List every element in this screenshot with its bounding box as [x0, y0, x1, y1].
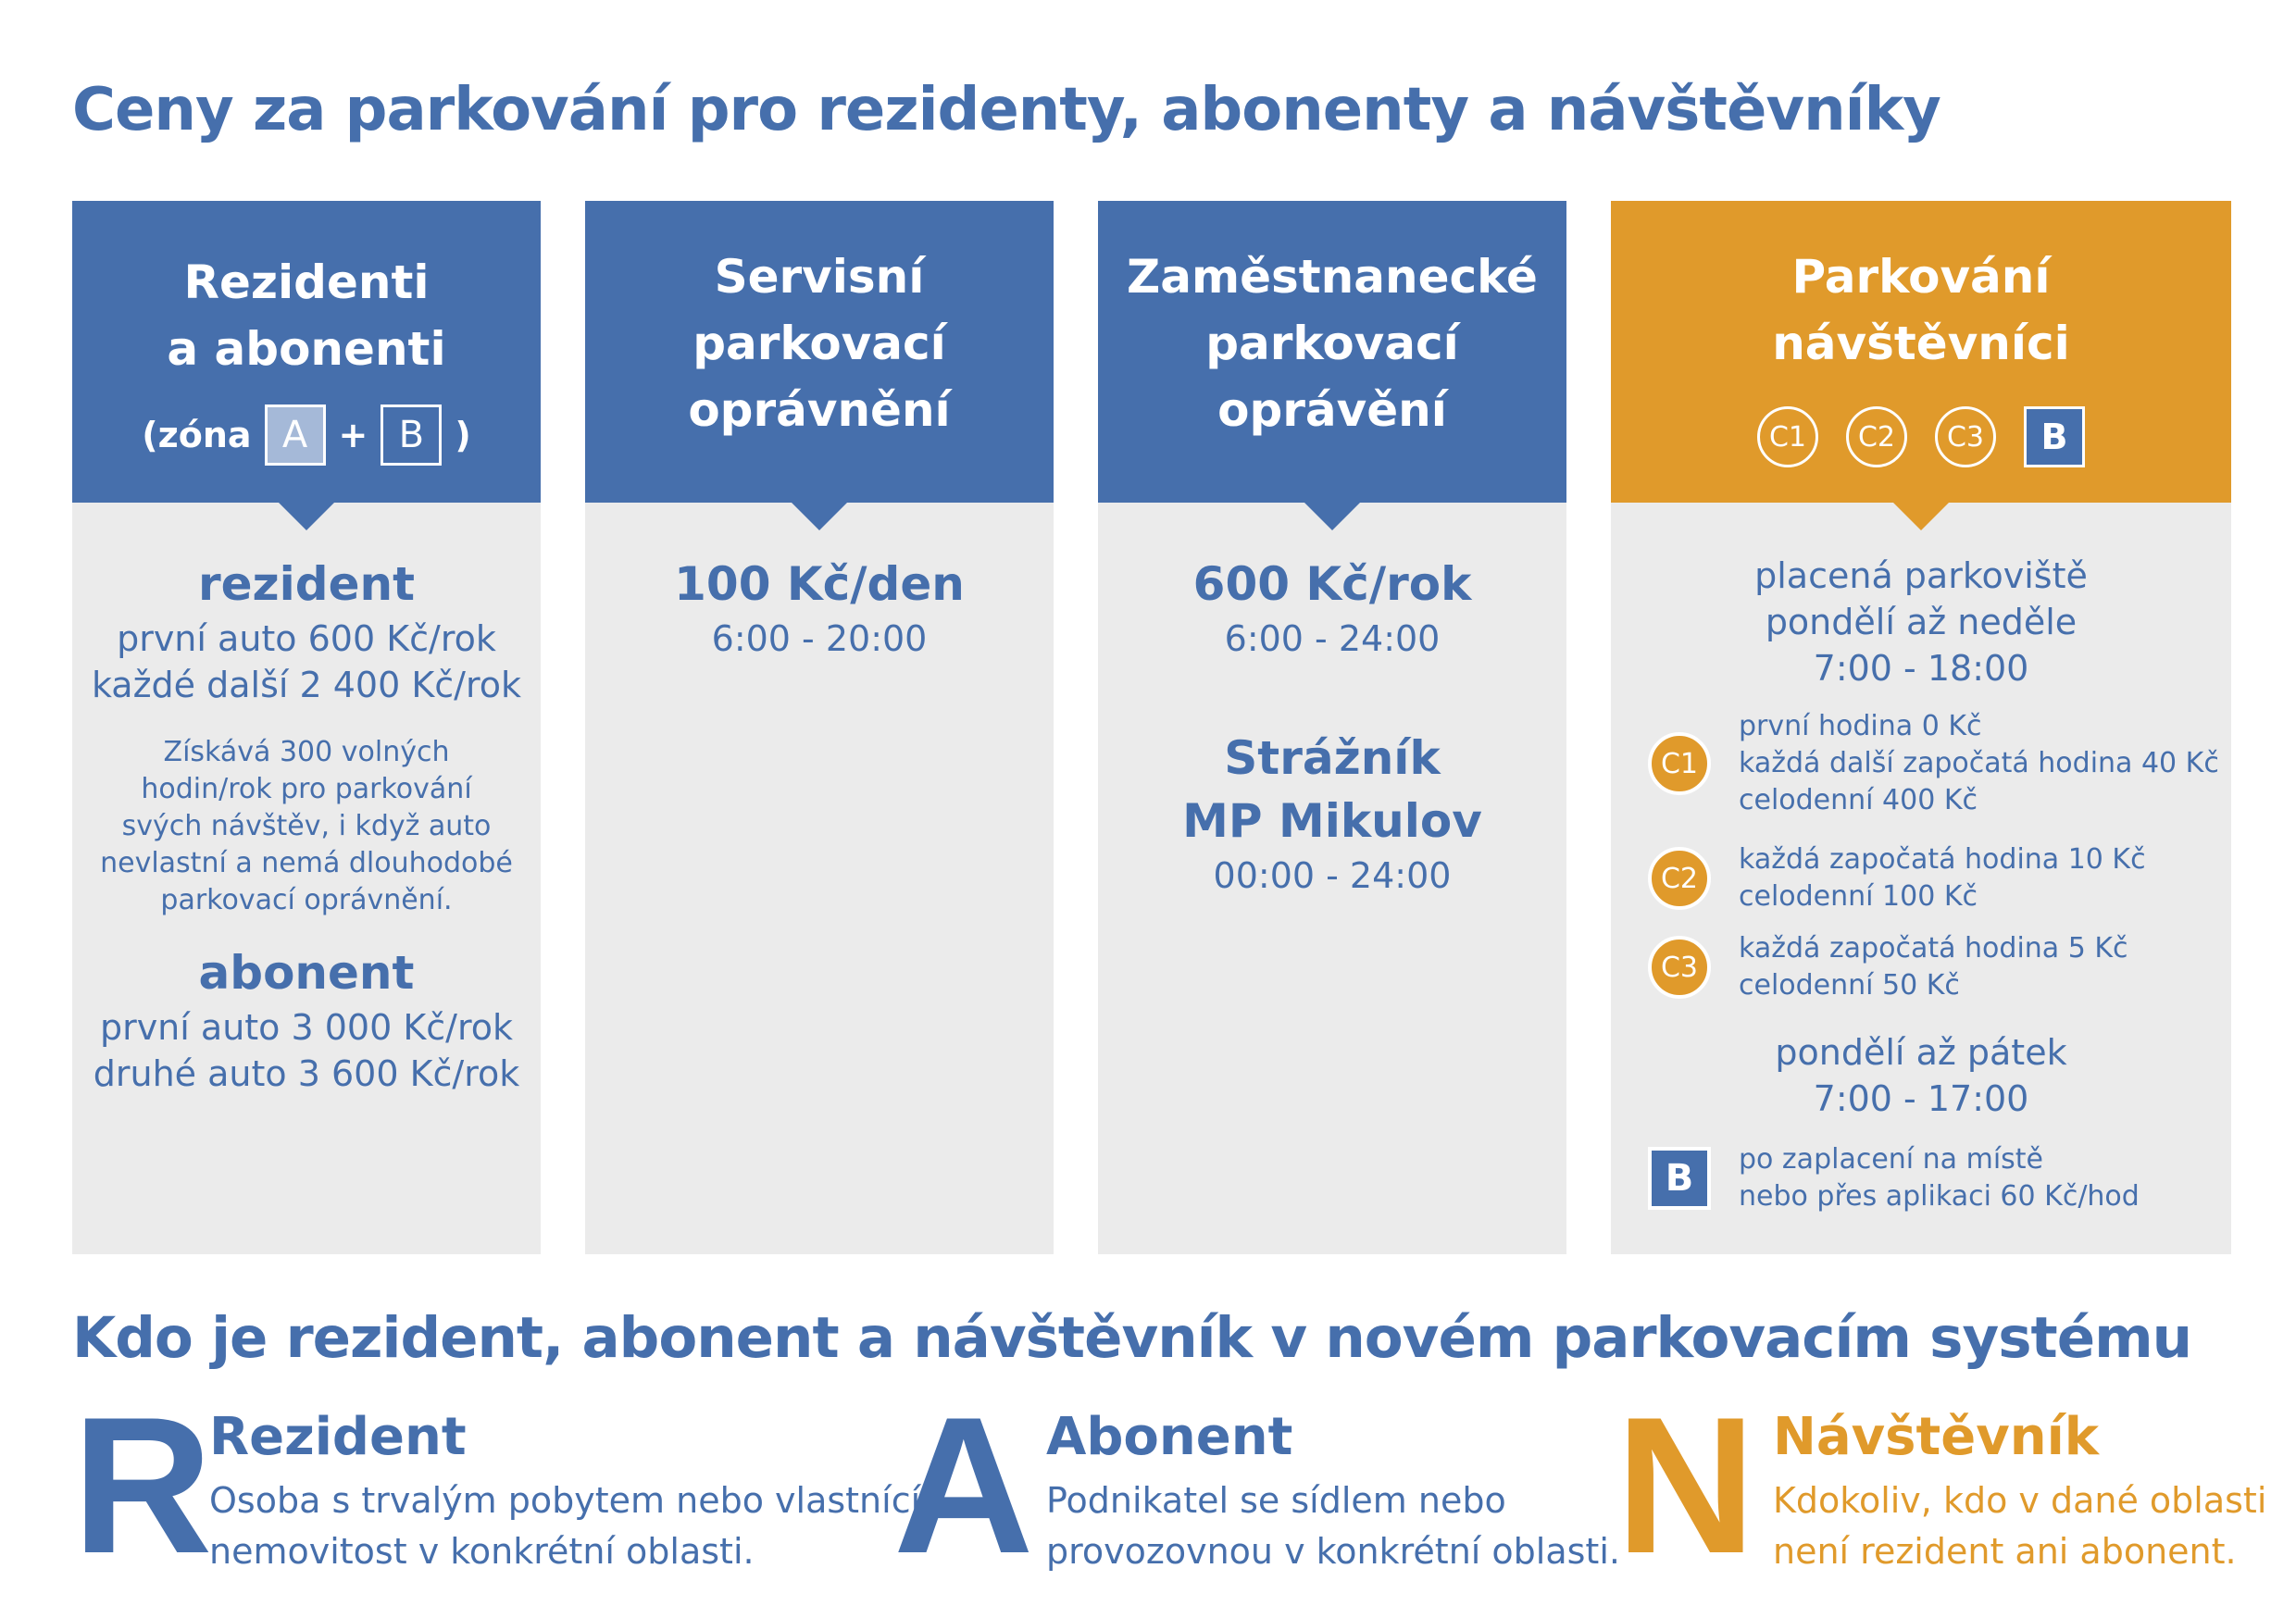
- weekday-line-2: 7:00 - 17:00: [1813, 1078, 2029, 1119]
- employee-heading-line3: oprávění: [1217, 383, 1447, 437]
- visitors-heading-line2: návštěvníci: [1772, 317, 2070, 370]
- residents-column: [72, 201, 541, 1254]
- service-heading-line1: Servisní: [714, 250, 925, 304]
- c3-circle: C3: [1648, 936, 1711, 999]
- visitors-heading-line1: Parkování: [1791, 250, 2051, 304]
- zone-b-square: B: [2024, 406, 2085, 467]
- c2-rate: [1648, 841, 2146, 915]
- b-rate: [1648, 1141, 2140, 1215]
- resident-def-line-1: Osoba s trvalým pobytem nebo vlastnící: [209, 1480, 921, 1521]
- abonent-letter: A: [893, 1376, 1034, 1594]
- c2-line-1: každá započatá hodina 10 Kč: [1739, 843, 2146, 876]
- definition-abonent: [893, 1376, 1620, 1594]
- resident-line-1: první auto 600 Kč/rok: [117, 618, 496, 659]
- visitor-def-line-1: Kdokoliv, kdo v dané oblasti: [1773, 1480, 2267, 1521]
- guard-title-line1: Strážník: [1224, 731, 1441, 785]
- residents-heading-line1: Rezidenti: [183, 255, 430, 309]
- visitors-intro: [1611, 553, 2231, 691]
- employee-body: [1098, 553, 1566, 899]
- c3-line-1: každá započatá hodina 5 Kč: [1739, 932, 2128, 965]
- resident-letter: R: [72, 1376, 213, 1594]
- visitors-column: [1611, 201, 2231, 1254]
- service-heading-line3: oprávnění: [688, 383, 951, 437]
- resident-note-5: parkovací oprávnění.: [160, 884, 453, 916]
- service-price: 100 Kč/den: [674, 557, 965, 611]
- c1-line-2: každá další započatá hodina 40 Kč: [1739, 747, 2219, 779]
- abonent-def-title: Abonent: [1046, 1407, 1293, 1467]
- visitor-zones: [1611, 406, 2231, 467]
- zone-c3-badge: C3: [1935, 406, 1996, 467]
- c3-rate: [1648, 930, 2128, 1004]
- zone-indicator: [72, 404, 541, 466]
- zone-c2-badge: C2: [1846, 406, 1907, 467]
- c2-line-2: celodenní 100 Kč: [1739, 880, 1978, 913]
- c2-circle: C2: [1648, 847, 1711, 910]
- zone-prefix: (zóna: [142, 415, 252, 455]
- guard-title-line2: MP Mikulov: [1182, 794, 1482, 848]
- b-square: B: [1648, 1147, 1711, 1210]
- c1-rate: [1648, 708, 2219, 819]
- visitors-header: [1611, 201, 2231, 503]
- visitors-weekday: [1611, 1029, 2231, 1122]
- definition-visitor: [1616, 1376, 2267, 1594]
- b-line-1: po zaplacení na místě: [1739, 1143, 2044, 1176]
- resident-note-4: nevlastní a nemá dlouhodobé: [100, 847, 513, 879]
- abonent-line-2: druhé auto 3 600 Kč/rok: [93, 1053, 520, 1094]
- residents-heading-line2: a abonenti: [167, 322, 446, 376]
- c1-circle: C1: [1648, 732, 1711, 795]
- residents-body: [72, 553, 541, 1097]
- zone-b-badge: B: [381, 404, 442, 466]
- weekday-line-1: pondělí až pátek: [1775, 1032, 2067, 1073]
- c3-line-2: celodenní 50 Kč: [1739, 969, 1960, 1002]
- definition-resident: [72, 1376, 921, 1594]
- page-title: Ceny za parkování pro rezidenty, abonenty a návštěvníky: [72, 76, 1940, 144]
- service-header: [585, 201, 1054, 503]
- residents-header: [72, 201, 541, 503]
- resident-def-line-2: nemovitost v konkrétní oblasti.: [209, 1531, 755, 1572]
- resident-def-title: Rezident: [209, 1407, 467, 1467]
- employee-price: 600 Kč/rok: [1192, 557, 1472, 611]
- resident-line-2: každé další 2 400 Kč/rok: [91, 665, 522, 705]
- visitors-intro-1: placená parkoviště: [1754, 555, 2088, 596]
- zone-plus: +: [338, 415, 368, 455]
- visitors-intro-2: pondělí až neděle: [1765, 602, 2078, 642]
- abonent-def-line-1: Podnikatel se sídlem nebo: [1046, 1480, 1506, 1521]
- service-body: [585, 553, 1054, 662]
- guard-hours: 00:00 - 24:00: [1213, 855, 1452, 896]
- zone-c1-badge: C1: [1757, 406, 1818, 467]
- c1-line-1: první hodina 0 Kč: [1739, 710, 1982, 742]
- employee-heading-line1: Zaměstnanecké: [1127, 250, 1538, 304]
- definitions-title: Kdo je rezident, abonent a návštěvník v novém parkovacím systému: [72, 1305, 2192, 1371]
- abonent-line-1: první auto 3 000 Kč/rok: [99, 1007, 514, 1048]
- visitor-def-title: Návštěvník: [1773, 1407, 2100, 1467]
- service-heading-line2: parkovací: [693, 317, 946, 370]
- resident-title: rezident: [197, 557, 415, 611]
- zone-a-badge: A: [265, 404, 326, 466]
- employee-heading-line2: parkovací: [1205, 317, 1459, 370]
- c1-line-3: celodenní 400 Kč: [1739, 784, 1978, 816]
- employee-hours: 6:00 - 24:00: [1224, 618, 1441, 659]
- visitor-def-line-2: není rezident ani abonent.: [1773, 1531, 2237, 1572]
- abonent-title: abonent: [198, 946, 415, 1000]
- resident-note-3: svých návštěv, i když auto: [121, 810, 492, 842]
- abonent-def-line-2: provozovnou v konkrétní oblasti.: [1046, 1531, 1620, 1572]
- service-column: [585, 201, 1054, 1254]
- service-hours: 6:00 - 20:00: [711, 618, 928, 659]
- visitor-letter: N: [1616, 1376, 1756, 1594]
- zone-suffix: ): [455, 415, 471, 455]
- resident-note-2: hodin/rok pro parkování: [141, 773, 472, 805]
- resident-note-1: Získává 300 volných: [163, 736, 450, 768]
- b-line-2: nebo přes aplikaci 60 Kč/hod: [1739, 1180, 2140, 1213]
- employee-header: [1098, 201, 1566, 503]
- visitors-intro-3: 7:00 - 18:00: [1813, 648, 2029, 689]
- employee-column: [1098, 201, 1566, 1254]
